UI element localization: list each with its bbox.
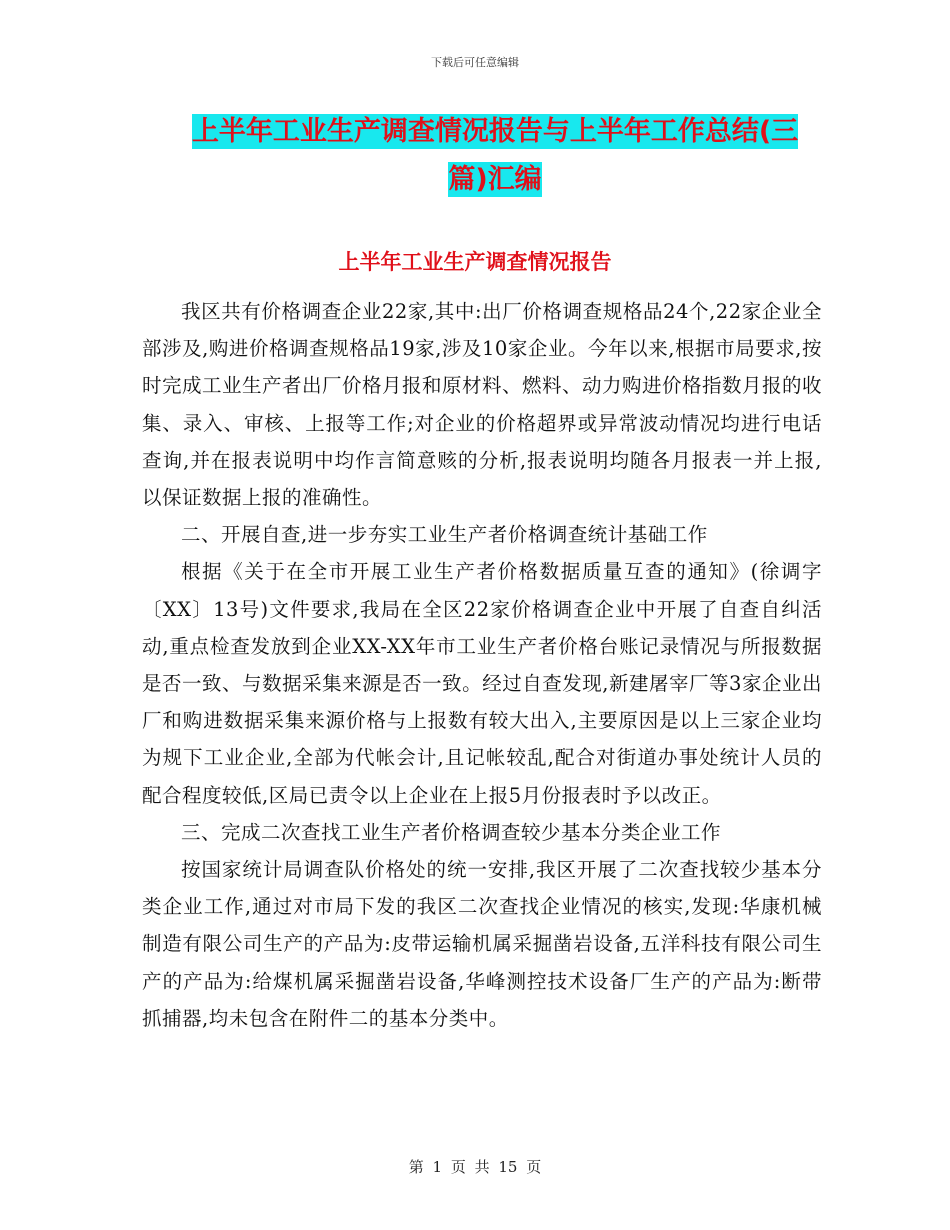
document-title [140,108,850,204]
section-title: 上半年工业生产调查情况报告 [338,250,612,274]
header-note: 下载后可任意编辑 [431,56,519,69]
paragraph-section-3: 按国家统计局调查队价格处的统一安排,我区开展了二次查找较少基本分类企业工作,通过对市局下发的我区二次查找企业情况的核实,发现:华康机械制造有限公司生产的产品为:皮带运输机属采掘凿岩设备,五洋科技有限公司生产的产品为:给煤机属采掘凿岩设备,华峰测控技术设备厂生产的产品为:断带抓捕器,均未包含在附件二的基本分类中。 [142,858,822,1030]
body-text [142,293,822,1037]
document-title-line-2: 篇)汇编 [448,164,542,195]
heading-section-2: 二、开展自查,进一步夯实工业生产者价格调查统计基础工作 [181,523,708,547]
page-footer: 第 1 页 共 15 页 [408,1158,542,1176]
document-title-line-1: 上半年工业生产调查情况报告与上半年工作总结(三 [191,116,799,147]
paragraph-intro: 我区共有价格调查企业22家,其中:出厂价格调查规格品24个,22家企业全部涉及,购进价格调查规格品19家,涉及10家企业。今年以来,根据市局要求,按时完成工业生产者出厂价格月报和原材料、燃料、动力购进价格指数月报的收集、录入、审核、上报等工作;对企业的价格超界或异常波动情况均进行电话查询,并在报表说明中均作言简意赅的分析,报表说明均随各月报表一并上报,以保证数据上报的准确性。 [142,300,823,510]
heading-section-3: 三、完成二次查找工业生产者价格调查较少基本分类企业工作 [181,820,722,844]
paragraph-section-2: 根据《关于在全市开展工业生产者价格数据质量互查的通知》(徐调字〔XX〕13号)文件要求,我局在全区22家价格调查企业中开展了自查自纠活动,重点检查发放到企业XX-XX年市工业生产者价格台账记录情况与所报数据是否一致、与数据采集来源是否一致。经过自查发现,新建屠宰厂等3家企业出厂和购进数据采集来源价格与上报数有较大出入,主要原因是以上三家企业均为规下工业企业,全部为代帐会计,且记帐较乱,配合对街道办事处统计人员的配合程度较低,区局已责令以上企业在上报5月份报表时予以改正。 [142,560,822,807]
